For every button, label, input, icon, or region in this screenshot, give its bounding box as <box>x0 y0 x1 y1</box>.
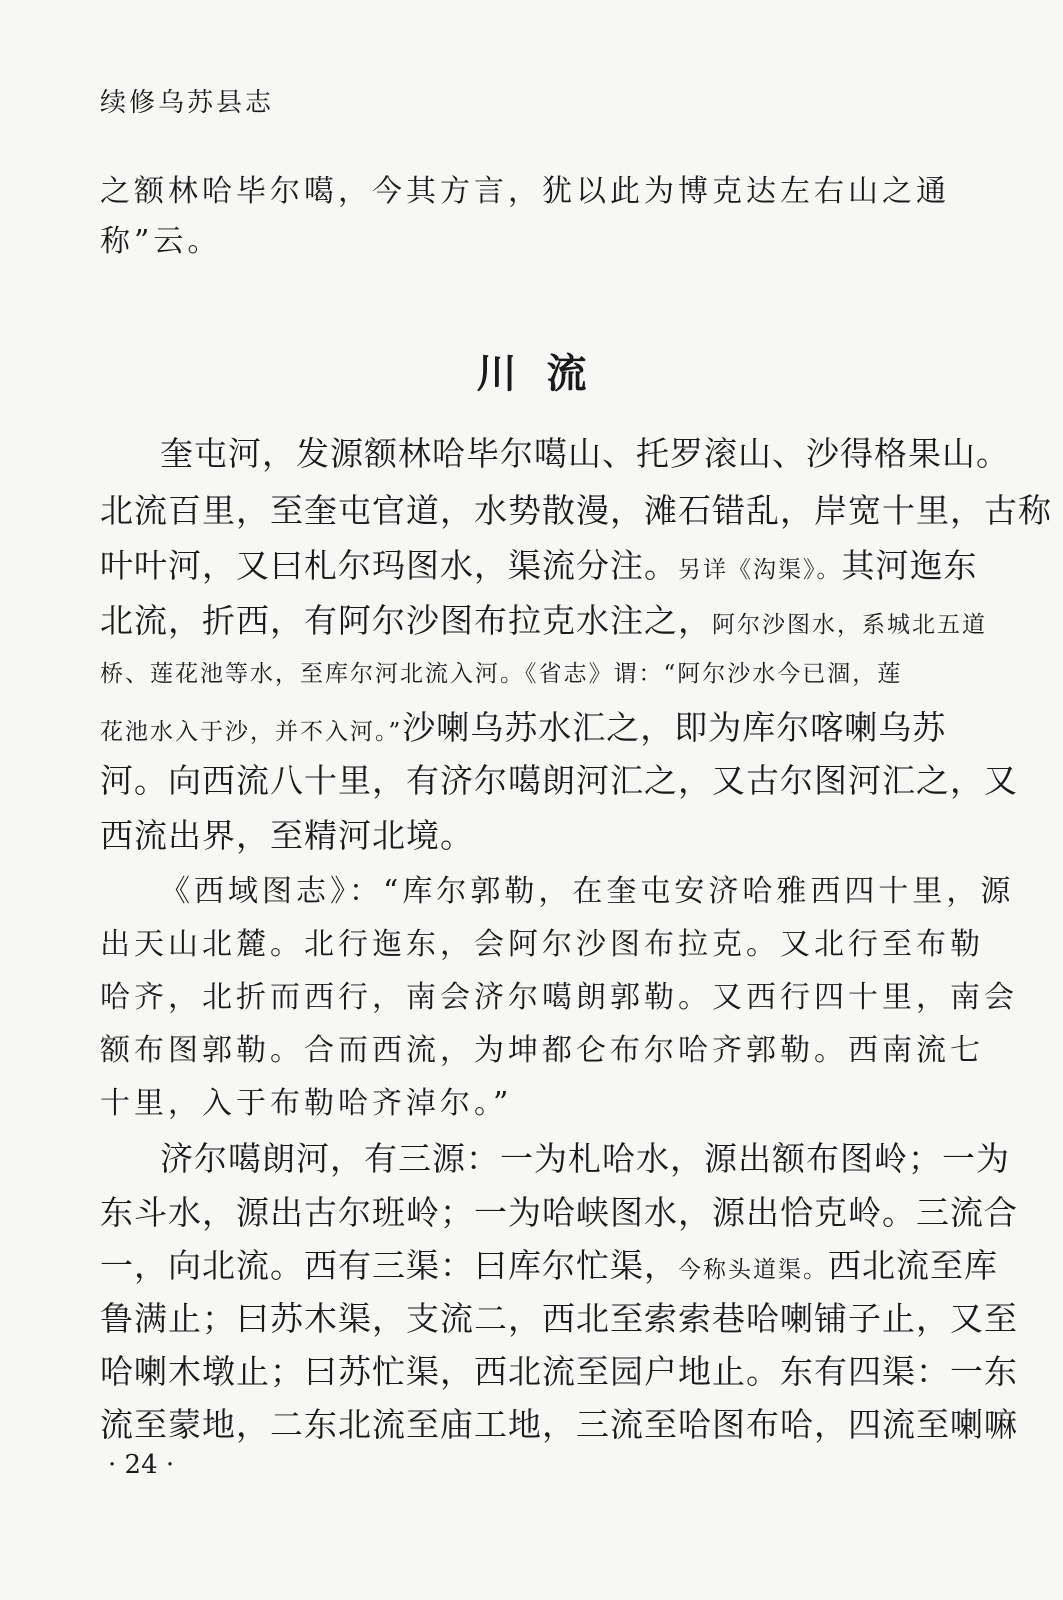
text-line <box>100 540 978 587</box>
inline-note: 花池水入于沙，并不入河。” <box>100 719 403 745</box>
quote-line: 十里，入于布勒哈齐淖尔。” <box>100 1086 513 1121</box>
text-run: 其河迤东 <box>841 546 978 585</box>
text-line: 称”云。 <box>100 224 222 259</box>
text-line: 河。向西流八十里，有济尔噶朗河汇之，又古尔图河汇之，又 <box>100 761 1018 800</box>
text-line: 东斗水，源出古尔班岭；一为哈峡图水，源出恰克岭。三流合 <box>100 1193 1018 1232</box>
inline-note: 阿尔沙图水，系城北五道 <box>712 612 987 638</box>
quote-line: 哈齐，北折而西行，南会济尔噶朗郭勒。又西行四十里，南会 <box>100 980 1018 1015</box>
text-line <box>100 1240 998 1287</box>
text-run: 西北流至库 <box>828 1246 998 1285</box>
text-line: 之额林哈毕尔噶，今其方言，犹以此为博克达左右山之通 <box>100 174 950 209</box>
quote-line: 出天山北麓。北行迤东，会阿尔沙图布拉克。又北行至布勒 <box>100 927 984 962</box>
page-number: · 24 · <box>108 1450 175 1480</box>
text-run: 北流，折西，有阿尔沙图布拉克水注之， <box>100 601 712 640</box>
text-run: 叶叶河，又曰札尔玛图水，渠流分注。 <box>100 546 678 585</box>
quote-line: 《西域图志》：“库尔郭勒，在奎屯安济哈雅西四十里，源 <box>160 874 1015 909</box>
text-line: 鲁满止；曰苏木渠，支流二，西北至索索巷哈喇铺子止，又至 <box>100 1299 1018 1338</box>
text-line <box>100 595 987 642</box>
text-line: 济尔噶朗河，有三源：一为札哈水，源出额布图岭；一为 <box>160 1139 1010 1178</box>
text-run: 一，向北流。西有三渠：曰库尔忙渠， <box>100 1246 678 1285</box>
inline-note: 今称头道渠。 <box>678 1257 828 1283</box>
text-line: 流至蒙地，二东北流至庙工地，三流至哈图布哈，四流至喇嘛 <box>100 1405 1018 1444</box>
text-line <box>100 702 947 749</box>
text-line: 北流百里，至奎屯官道，水势散漫，滩石错乱，岸宽十里，古称 <box>100 491 1052 530</box>
quote-line: 额布图郭勒。合而西流，为坤都仑布尔哈齐郭勒。西南流七 <box>100 1033 984 1068</box>
inline-note: 另详《沟渠》。 <box>678 557 842 583</box>
inline-note-line: 桥、莲花池等水，至库尔河北流入河。《省志》谓：“阿尔沙水今已涸，莲 <box>100 661 903 687</box>
text-line: 哈喇木墩止；曰苏忙渠，西北流至园户地止。东有四渠：一东 <box>100 1352 1018 1391</box>
running-header: 续修乌苏县志 <box>100 88 275 118</box>
section-title: 川流 <box>476 350 617 397</box>
text-line: 西流出界，至精河北境。 <box>100 816 474 855</box>
text-run: 沙喇乌苏水汇之，即为库尔喀喇乌苏 <box>402 708 947 747</box>
text-line: 奎屯河，发源额林哈毕尔噶山、托罗滚山、沙得格果山。 <box>160 434 1010 473</box>
